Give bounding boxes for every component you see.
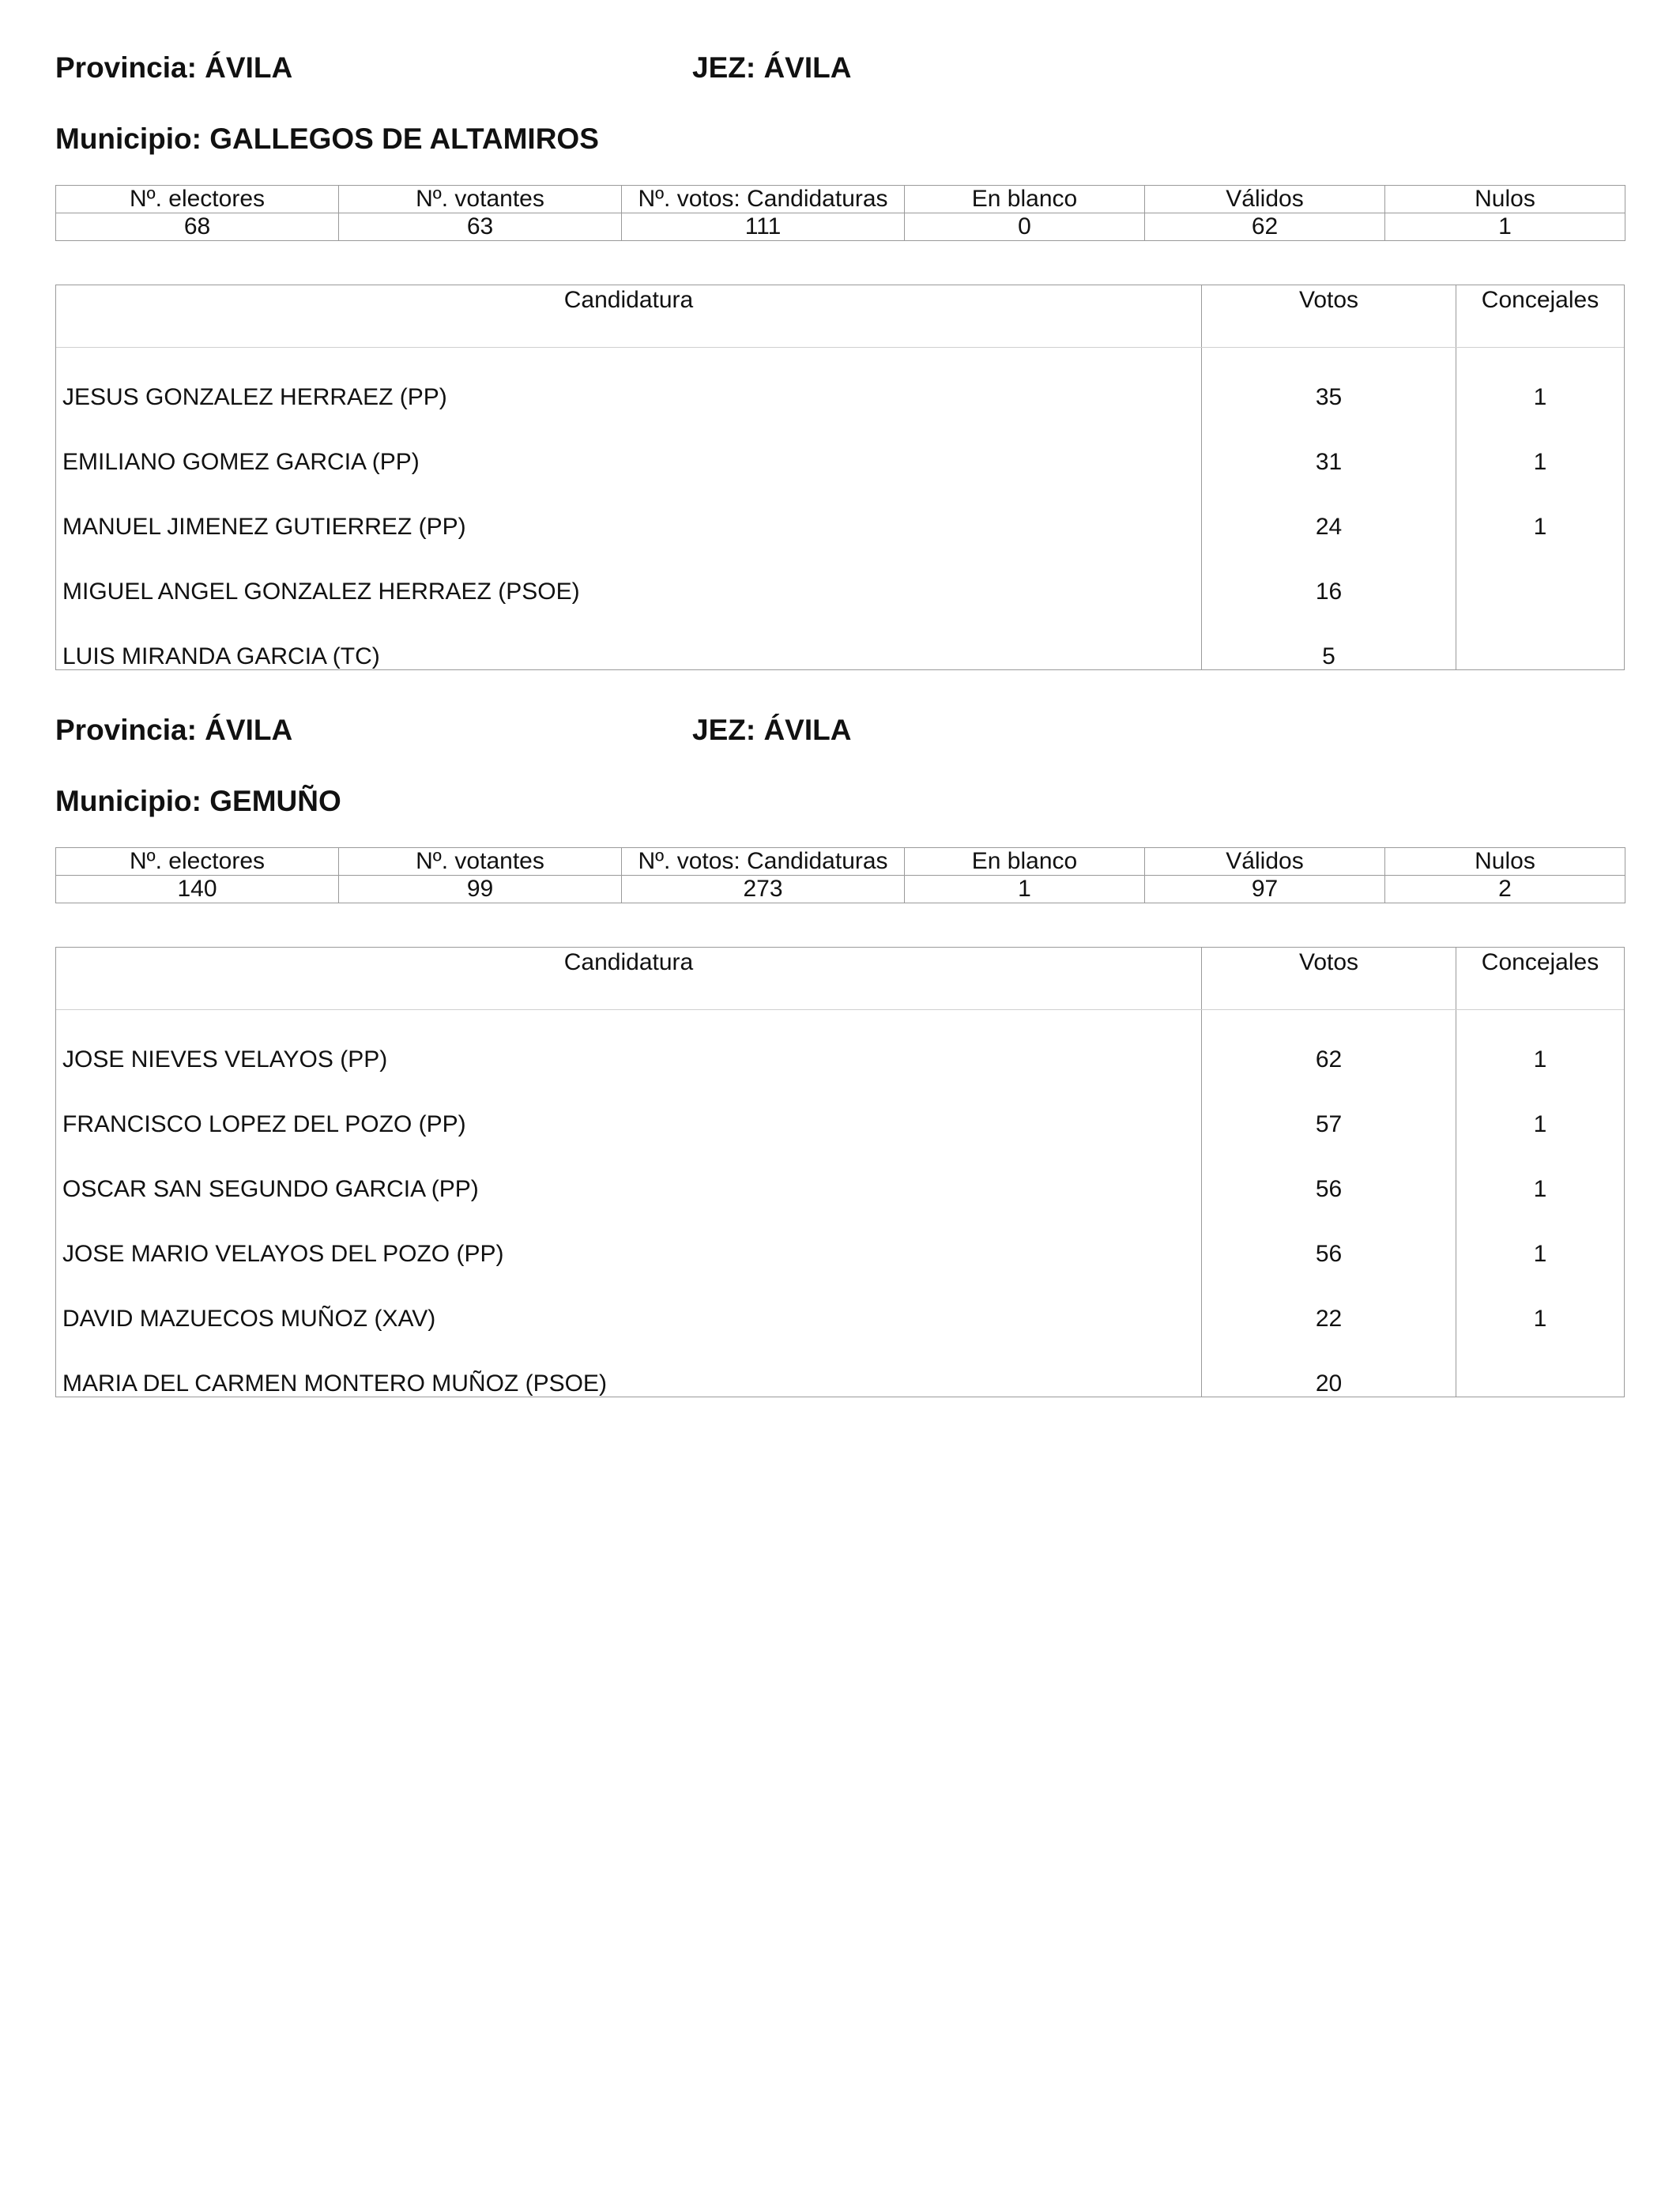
stats-value-votantes: 99 (339, 876, 622, 903)
stats-header-row (56, 848, 1625, 876)
candidate-concejales: 1 (1533, 449, 1547, 475)
header-concejales: Concejales (1481, 949, 1599, 975)
candidate-name: MIGUEL ANGEL GONZALEZ HERRAEZ (PSOE) (62, 579, 580, 605)
stats-value-votos-candidaturas: 273 (622, 876, 905, 903)
stats-header-nulos: Nulos (1385, 186, 1625, 213)
candidate-name: DAVID MAZUECOS MUÑOZ (XAV) (62, 1306, 436, 1332)
stats-value-votantes: 63 (339, 213, 622, 241)
candidate-name: JESUS GONZALEZ HERRAEZ (PP) (62, 384, 447, 410)
candidate-votos: 56 (1315, 1241, 1343, 1267)
candidate-votos: 56 (1315, 1176, 1343, 1202)
stats-value-en-blanco: 1 (905, 876, 1145, 903)
candidates-header-row (56, 285, 1624, 348)
stats-header-validos: Válidos (1145, 186, 1385, 213)
stats-value-row (56, 876, 1625, 903)
stats-header-row (56, 186, 1625, 213)
stats-value-nulos: 2 (1385, 876, 1625, 903)
stats-table (55, 847, 1625, 903)
stats-value-electores: 68 (56, 213, 339, 241)
municipio-title: Municipio: GEMUÑO (55, 785, 341, 817)
stats-header-votantes: Nº. votantes (339, 186, 622, 213)
provincia-label: Provincia: ÁVILA (55, 51, 293, 84)
candidatura-column (56, 348, 1202, 670)
stats-value-electores: 140 (56, 876, 339, 903)
municipio-section (55, 47, 1625, 680)
candidate-name: JOSE MARIO VELAYOS DEL POZO (PP) (62, 1241, 504, 1267)
candidates-header-row (56, 948, 1624, 1010)
stats-value-validos: 97 (1145, 876, 1385, 903)
candidate-votos: 31 (1315, 449, 1343, 475)
candidate-concejales: 1 (1533, 1111, 1547, 1137)
candidate-votos: 62 (1315, 1046, 1343, 1072)
votos-column (1202, 1010, 1456, 1397)
header-candidatura: Candidatura (56, 948, 1202, 1009)
candidate-votos: 20 (1315, 1370, 1343, 1397)
header-concejales: Concejales (1481, 287, 1599, 313)
stats-header-validos: Válidos (1145, 848, 1385, 876)
concejales-column (1456, 1010, 1624, 1397)
candidate-votos: 35 (1315, 384, 1343, 410)
header-votos: Votos (1202, 285, 1456, 347)
candidate-name: EMILIANO GOMEZ GARCIA (PP) (62, 449, 420, 475)
candidate-name: FRANCISCO LOPEZ DEL POZO (PP) (62, 1111, 466, 1137)
candidate-name: JOSE NIEVES VELAYOS (PP) (62, 1046, 388, 1072)
candidate-votos: 22 (1315, 1306, 1343, 1332)
stats-value-nulos: 1 (1385, 213, 1625, 241)
jez-label: JEZ: ÁVILA (692, 714, 852, 746)
candidate-concejales: 1 (1533, 1241, 1547, 1267)
candidate-votos: 24 (1315, 514, 1343, 540)
candidate-concejales (1456, 624, 1624, 689)
candidate-votos: 57 (1315, 1111, 1343, 1137)
candidate-concejales (1456, 1351, 1624, 1416)
stats-header-votantes: Nº. votantes (339, 848, 622, 876)
candidate-name: MARIA DEL CARMEN MONTERO MUÑOZ (PSOE) (62, 1370, 607, 1397)
candidate-concejales: 1 (1533, 1306, 1547, 1332)
stats-header-nulos: Nulos (1385, 848, 1625, 876)
candidate-concejales: 1 (1533, 1046, 1547, 1072)
candidate-concejales: 1 (1533, 384, 1547, 410)
candidate-name: MANUEL JIMENEZ GUTIERREZ (PP) (62, 514, 466, 540)
candidates-table (55, 285, 1625, 670)
provincia-label: Provincia: ÁVILA (55, 714, 293, 746)
candidate-votos: 5 (1322, 643, 1335, 669)
stats-header-electores: Nº. electores (56, 186, 339, 213)
stats-header-en-blanco: En blanco (905, 848, 1145, 876)
header-candidatura: Candidatura (56, 285, 1202, 347)
candidate-votos: 16 (1315, 579, 1343, 605)
stats-header-electores: Nº. electores (56, 848, 339, 876)
candidate-concejales: 1 (1533, 514, 1547, 540)
stats-value-row (56, 213, 1625, 241)
stats-header-votos-candidaturas: Nº. votos: Candidaturas (622, 186, 905, 213)
stats-table (55, 185, 1625, 241)
municipio-title: Municipio: GALLEGOS DE ALTAMIROS (55, 123, 599, 155)
jez-label: JEZ: ÁVILA (692, 51, 852, 84)
candidate-name: OSCAR SAN SEGUNDO GARCIA (PP) (62, 1176, 479, 1202)
header-votos: Votos (1202, 948, 1456, 1009)
stats-header-votos-candidaturas: Nº. votos: Candidaturas (622, 848, 905, 876)
stats-value-validos: 62 (1145, 213, 1385, 241)
votos-column (1202, 348, 1456, 670)
municipio-section (55, 710, 1625, 1421)
stats-value-en-blanco: 0 (905, 213, 1145, 241)
candidates-table (55, 947, 1625, 1397)
candidatura-column (56, 1010, 1202, 1397)
concejales-column (1456, 348, 1624, 670)
stats-value-votos-candidaturas: 111 (622, 213, 905, 241)
stats-header-en-blanco: En blanco (905, 186, 1145, 213)
candidate-concejales (1456, 560, 1624, 624)
candidate-concejales: 1 (1533, 1176, 1547, 1202)
candidate-name: LUIS MIRANDA GARCIA (TC) (62, 643, 380, 669)
